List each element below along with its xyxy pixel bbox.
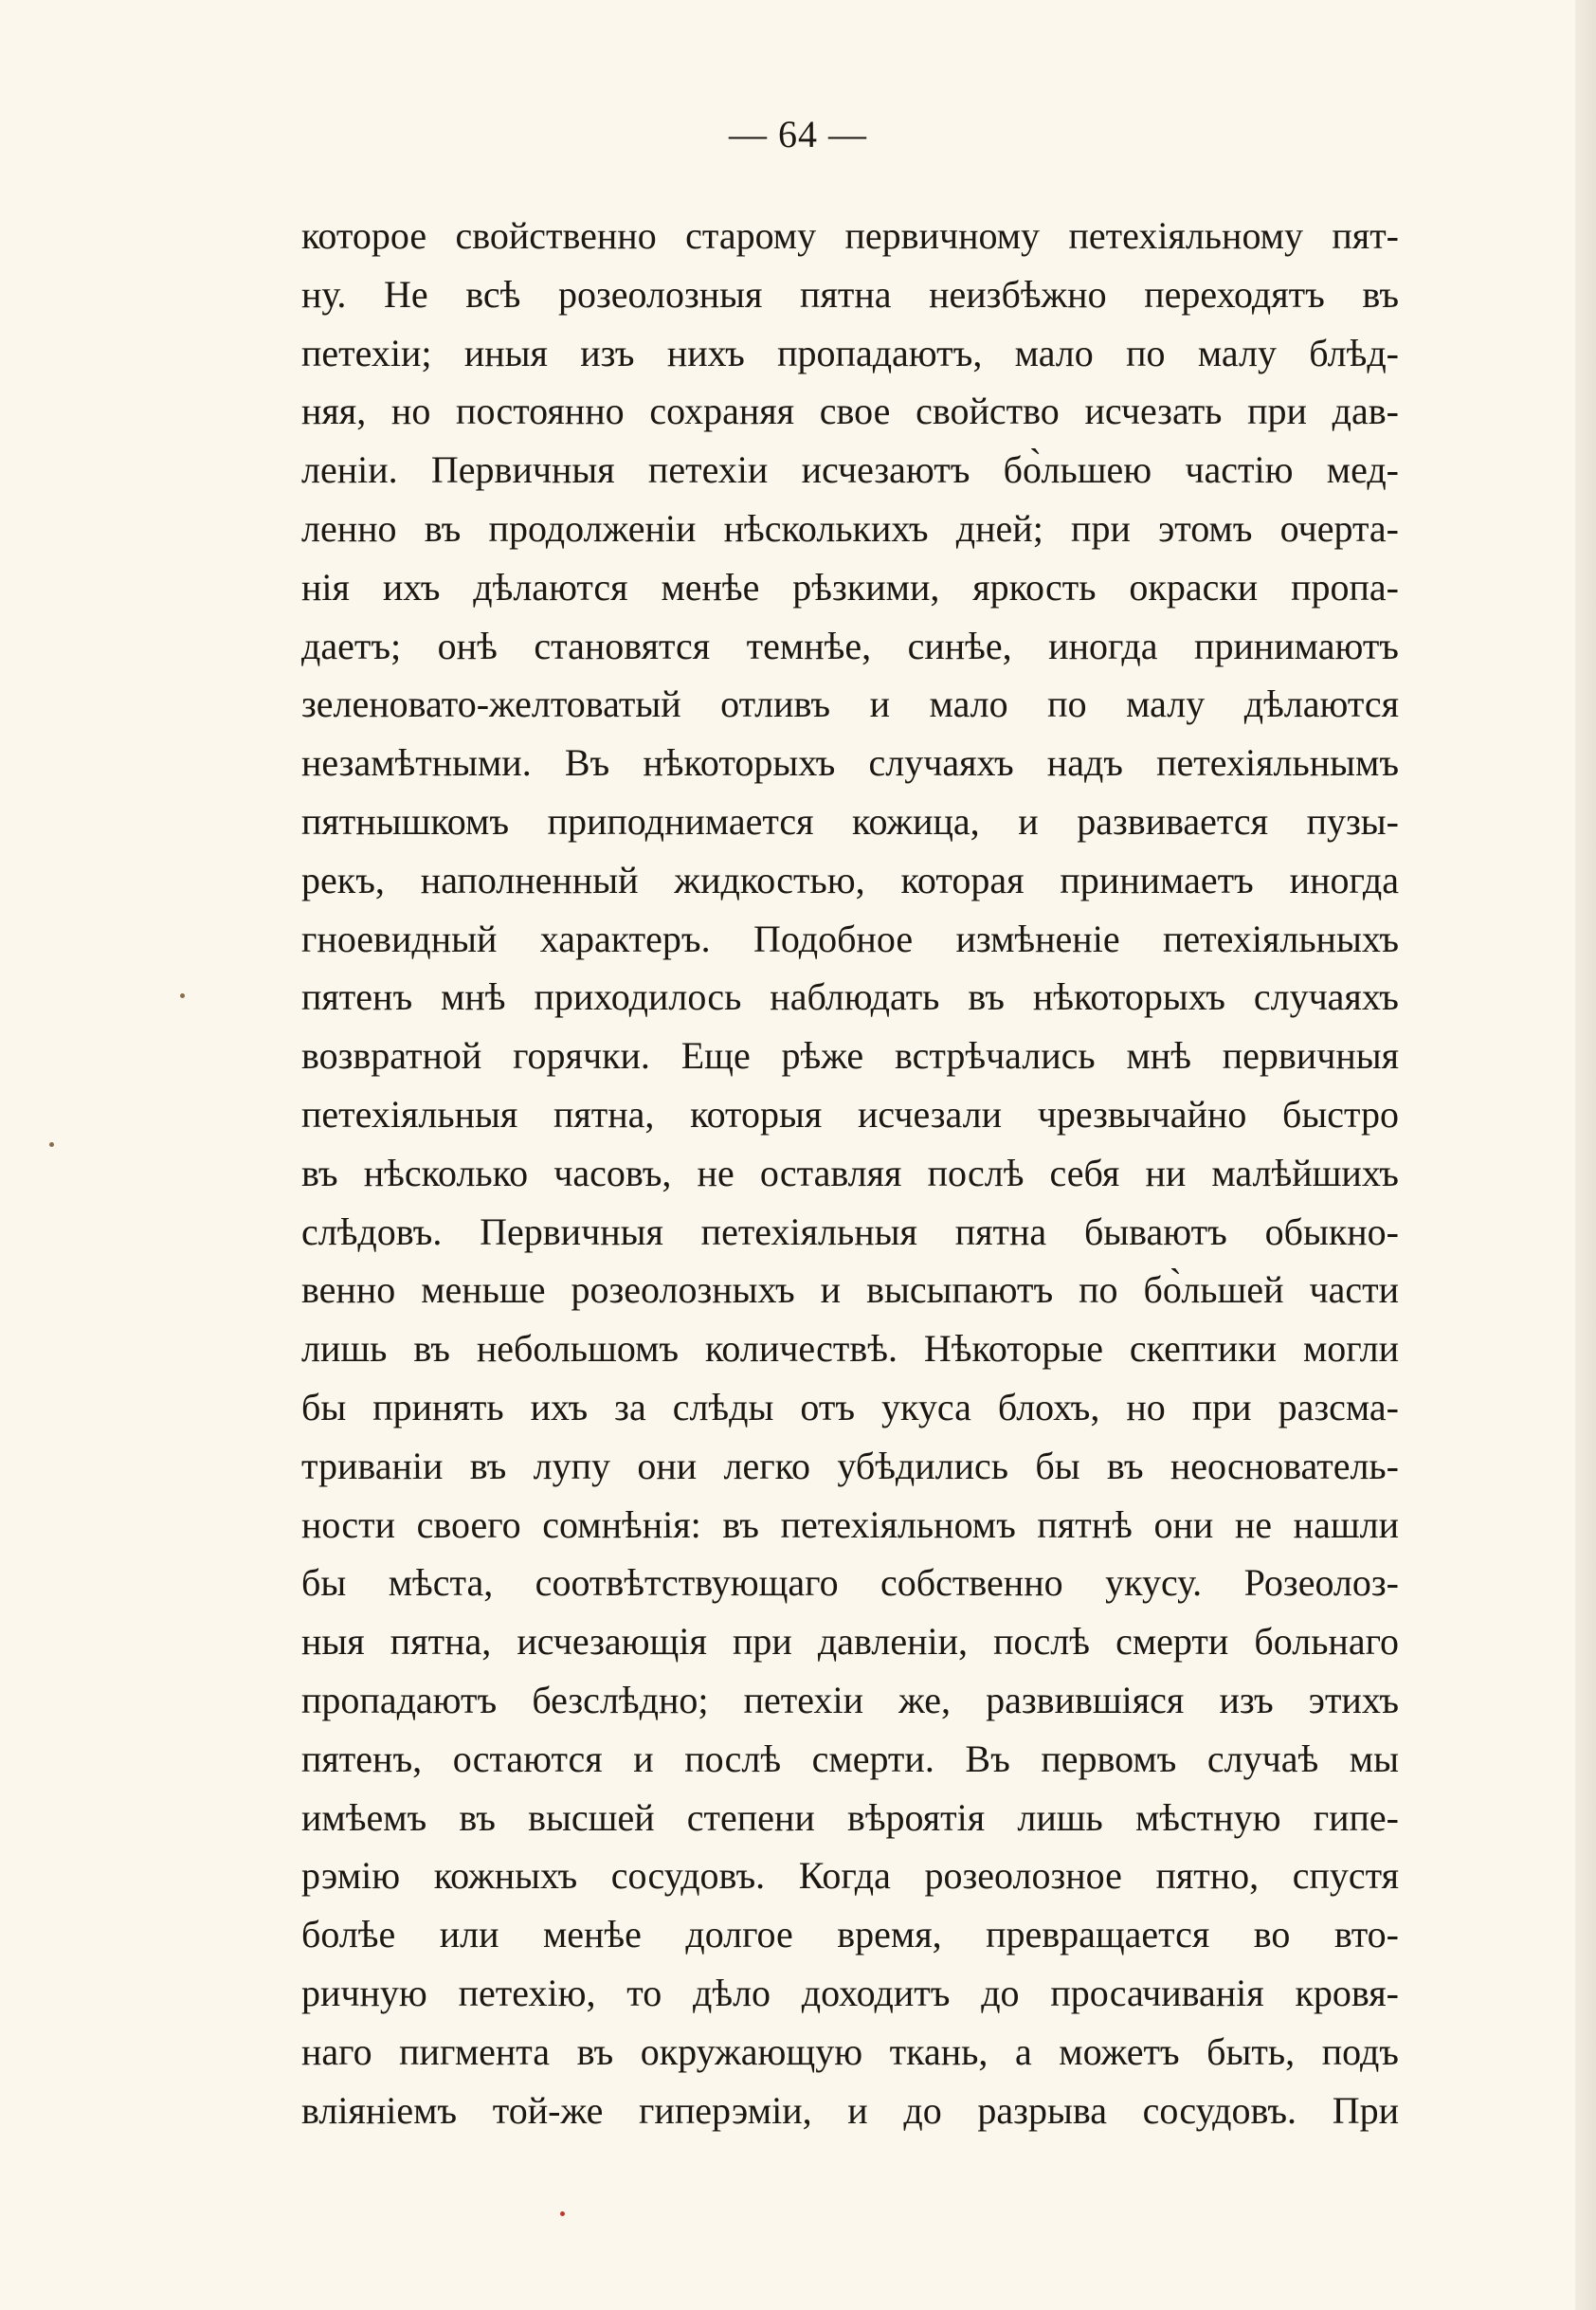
text-line: возвратной горячки. Еще рѣже встрѣчались мнѣ первичныя: [301, 1034, 1399, 1078]
page-edge: [1575, 0, 1596, 2310]
text-line: пропадаютъ безслѣдно; петехіи же, развившіяся изъ этихъ: [301, 1678, 1399, 1721]
text-line: которое свойственно старому первичному петехіяльному пят-: [301, 214, 1399, 257]
body-text: [301, 207, 1399, 2139]
ink-speck: [180, 993, 185, 998]
text-line: ныя пятна, исчезающія при давленіи, послѣ смерти больнаго: [301, 1620, 1399, 1664]
text-line: триваніи въ лупу они легко убѣдились бы въ неоснователь-: [301, 1444, 1399, 1487]
text-line: рекъ, наполненный жидкостью, которая принимаетъ иногда: [301, 858, 1399, 901]
text-line: вліяніемъ той-же гиперэміи, и до разрыва сосудовъ. При: [301, 2088, 1399, 2132]
text-line: лишь въ небольшомъ количествѣ. Нѣкоторые скептики могли: [301, 1327, 1399, 1371]
text-line: ну. Не всѣ розеолозныя пятна неизбѣжно переходятъ въ: [301, 272, 1399, 316]
text-line: имѣемъ въ высшей степени вѣроятія лишь мѣстную гипе-: [301, 1795, 1399, 1839]
text-line: рэмію кожныхъ сосудовъ. Когда розеолозное пятно, спустя: [301, 1854, 1399, 1898]
text-line: пятенъ, остаются и послѣ смерти. Въ первомъ случаѣ мы: [301, 1737, 1399, 1780]
text-line: венно меньше розеолозныхъ и высыпаютъ по бо̀льшей части: [301, 1268, 1399, 1312]
text-line: пятенъ мнѣ приходилось наблюдать въ нѣкоторыхъ случаяхъ: [301, 975, 1399, 1019]
text-line: наго пигмента въ окружающую ткань, а можетъ быть, подъ: [301, 2029, 1399, 2073]
text-line: зеленовато-желтоватый отливъ и мало по малу дѣлаются: [301, 682, 1399, 726]
text-line: петехіяльныя пятна, которыя исчезали чрезвычайно быстро: [301, 1092, 1399, 1136]
text-line: слѣдовъ. Первичныя петехіяльныя пятна бываютъ обыкно-: [301, 1210, 1399, 1253]
text-line: няя, но постоянно сохраняя свое свойство исчезать при дав-: [301, 390, 1399, 433]
text-line: незамѣтными. Въ нѣкоторыхъ случаяхъ надъ петехіяльнымъ: [301, 741, 1399, 785]
text-line: пятнышкомъ приподнимается кожица, и развивается пузы-: [301, 799, 1399, 843]
text-line: гноевидный характеръ. Подобное измѣненіе петехіяльныхъ: [301, 917, 1399, 960]
text-line: болѣе или менѣе долгое время, превращается во вто-: [301, 1913, 1399, 1956]
text-line: въ нѣсколько часовъ, не оставляя послѣ себя ни малѣйшихъ: [301, 1151, 1399, 1194]
text-line: нія ихъ дѣлаются менѣе рѣзкими, яркость окраски пропа-: [301, 565, 1399, 609]
text-line: петехіи; иныя изъ нихъ пропадаютъ, мало по малу блѣд-: [301, 331, 1399, 374]
ink-speck: [49, 1142, 54, 1147]
text-line: леніи. Первичныя петехіи исчезаютъ бо̀льшею частію мед-: [301, 448, 1399, 492]
text-line: ленно въ продолженіи нѣсколькихъ дней; при этомъ очерта-: [301, 506, 1399, 550]
text-line: ности своего сомнѣнія: въ петехіяльномъ пятнѣ они не нашли: [301, 1502, 1399, 1546]
text-line: бы принять ихъ за слѣды отъ укуса блохъ, но при разсма-: [301, 1385, 1399, 1428]
text-line: ричную петехію, то дѣло доходитъ до просачиванія кровя-: [301, 1971, 1399, 2014]
text-line: даетъ; онѣ становятся темнѣе, синѣе, иногда принимаютъ: [301, 624, 1399, 667]
ink-speck: [560, 2211, 565, 2216]
page-number: — 64 —: [729, 113, 867, 155]
text-line: бы мѣста, соотвѣтствующаго собственно укусу. Розеолоз-: [301, 1561, 1399, 1605]
